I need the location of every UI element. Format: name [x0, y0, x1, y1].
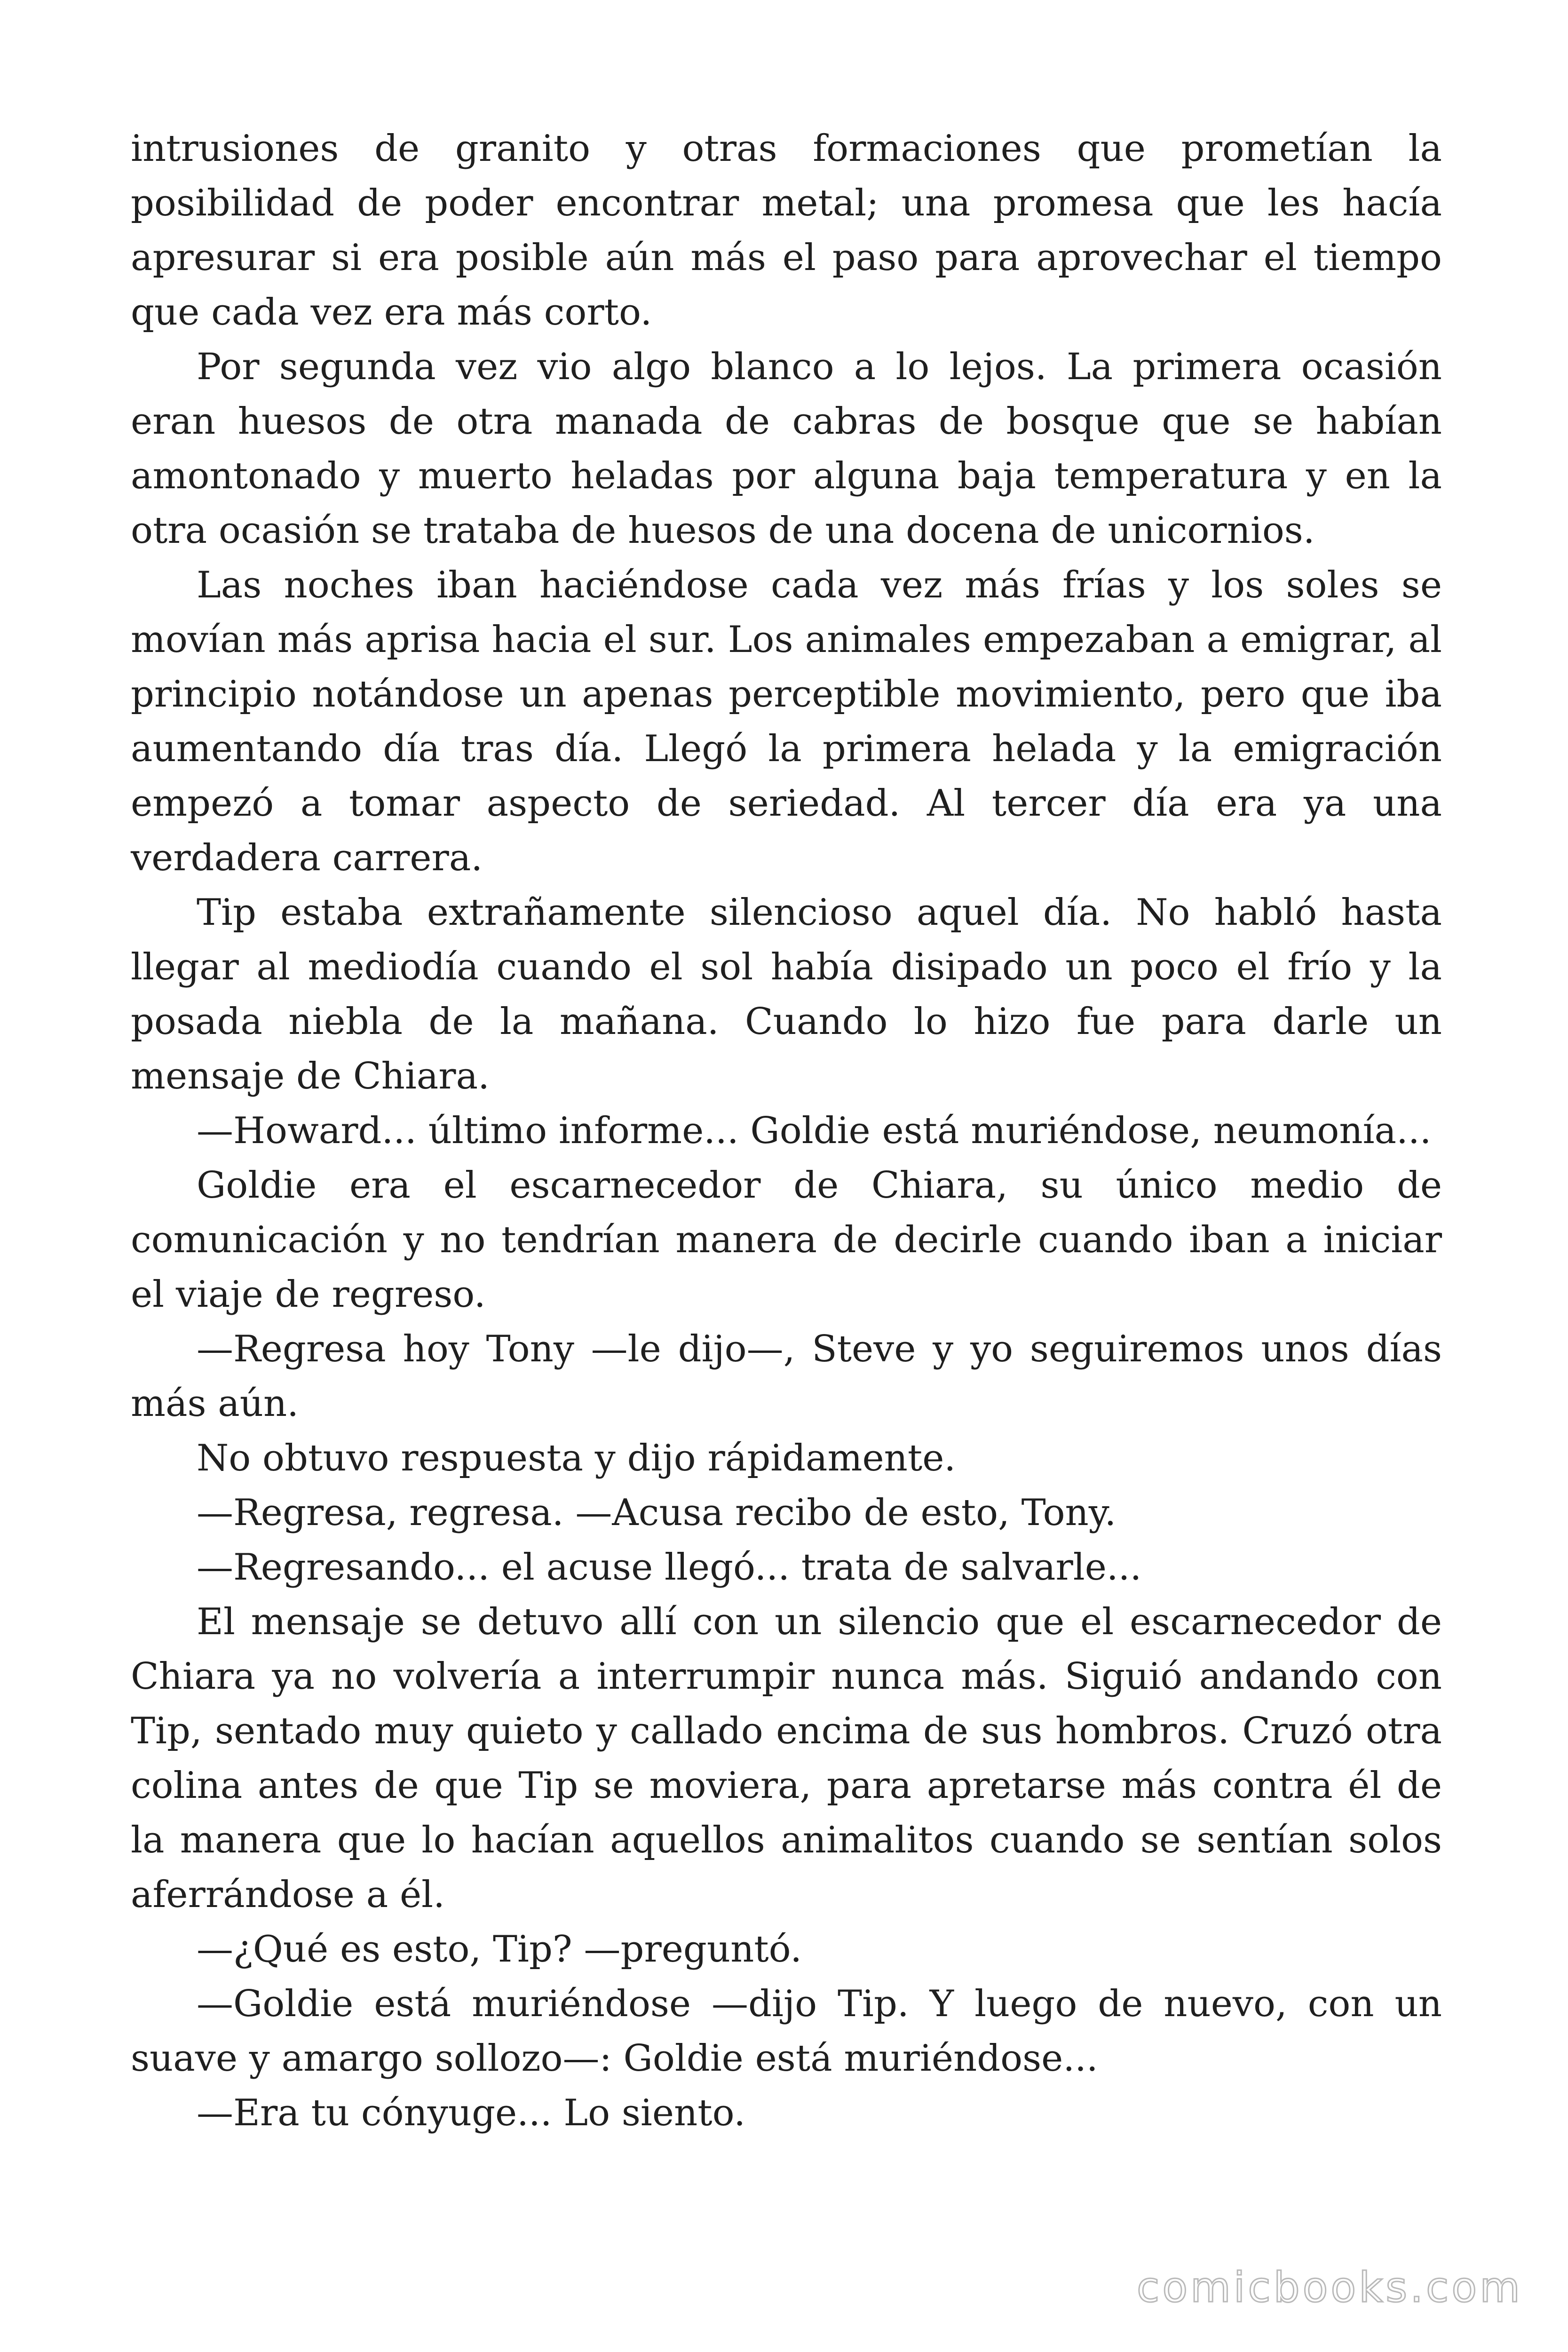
- paragraph: Goldie era el escarnecedor de Chiara, su único medio de comunicación y no tendrían manera de decirle cuando iban a iniciar el viaje de regreso.: [131, 1164, 1442, 1316]
- dialogue-paragraph: —Howard... último informe... Goldie está muriéndose, neumonía...: [197, 1110, 1432, 1152]
- paragraph: No obtuvo respuesta y dijo rápidamente.: [197, 1437, 956, 1479]
- paragraph: Por segunda vez vio algo blanco a lo lejos. La primera ocasión eran huesos de otra manada de cabras de bosque que se habían amontonado y muerto heladas por alguna baja temperatura y en la otra ocasión se trataba de huesos de una docena de unicornios.: [131, 346, 1442, 552]
- paragraph: Las noches iban haciéndose cada vez más frías y los soles se movían más aprisa hacia el sur. Los animales empezaban a emigrar, al principio notándose un apenas perceptible movimiento, pero que iba aumentando día tras día. Llegó la primera helada y la emigración empezó a tomar aspecto de seriedad. Al tercer día era ya una verdadera carrera.: [131, 564, 1442, 879]
- dialogue-paragraph: —Era tu cónyuge... Lo siento.: [197, 2092, 745, 2134]
- dialogue-paragraph: —Regresando... el acuse llegó... trata de salvarle...: [197, 1546, 1142, 1589]
- paragraph: Tip estaba extrañamente silencioso aquel día. No habló hasta llegar al mediodía cuando el sol había disipado un poco el frío y la posada niebla de la mañana. Cuando lo hizo fue para darle un mensaje de Chiara.: [131, 891, 1442, 1097]
- dialogue-paragraph: —Regresa, regresa. —Acusa recibo de esto, Tony.: [197, 1492, 1117, 1534]
- dialogue-paragraph: —Regresa hoy Tony —le dijo—, Steve y yo seguiremos unos días más aún.: [131, 1328, 1442, 1425]
- dialogue-paragraph: —¿Qué es esto, Tip? —preguntó.: [197, 1928, 802, 1971]
- paragraph: intrusiones de granito y otras formaciones que prometían la posibilidad de poder encontrar metal; una promesa que les hacía apresurar si era posible aún más el paso para aprovechar el tiempo que cada vez era más corto.: [131, 127, 1442, 334]
- body-text: [131, 121, 1442, 2140]
- dialogue-paragraph: —Goldie está muriéndose —dijo Tip. Y luego de nuevo, con un suave y amargo sollozo—: Goldie está muriéndose...: [131, 1983, 1442, 2080]
- site-watermark: comicbooks.com: [1136, 2263, 1523, 2312]
- paragraph: El mensaje se detuvo allí con un silencio que el escarnecedor de Chiara ya no volvería a interrumpir nunca más. Siguió andando con Tip, sentado muy quieto y callado encima de sus hombros. Cruzó otra colina antes de que Tip se moviera, para apretarse más contra él de la manera que lo hacían aquellos animalitos cuando se sentían solos aferrándose a él.: [131, 1601, 1442, 1916]
